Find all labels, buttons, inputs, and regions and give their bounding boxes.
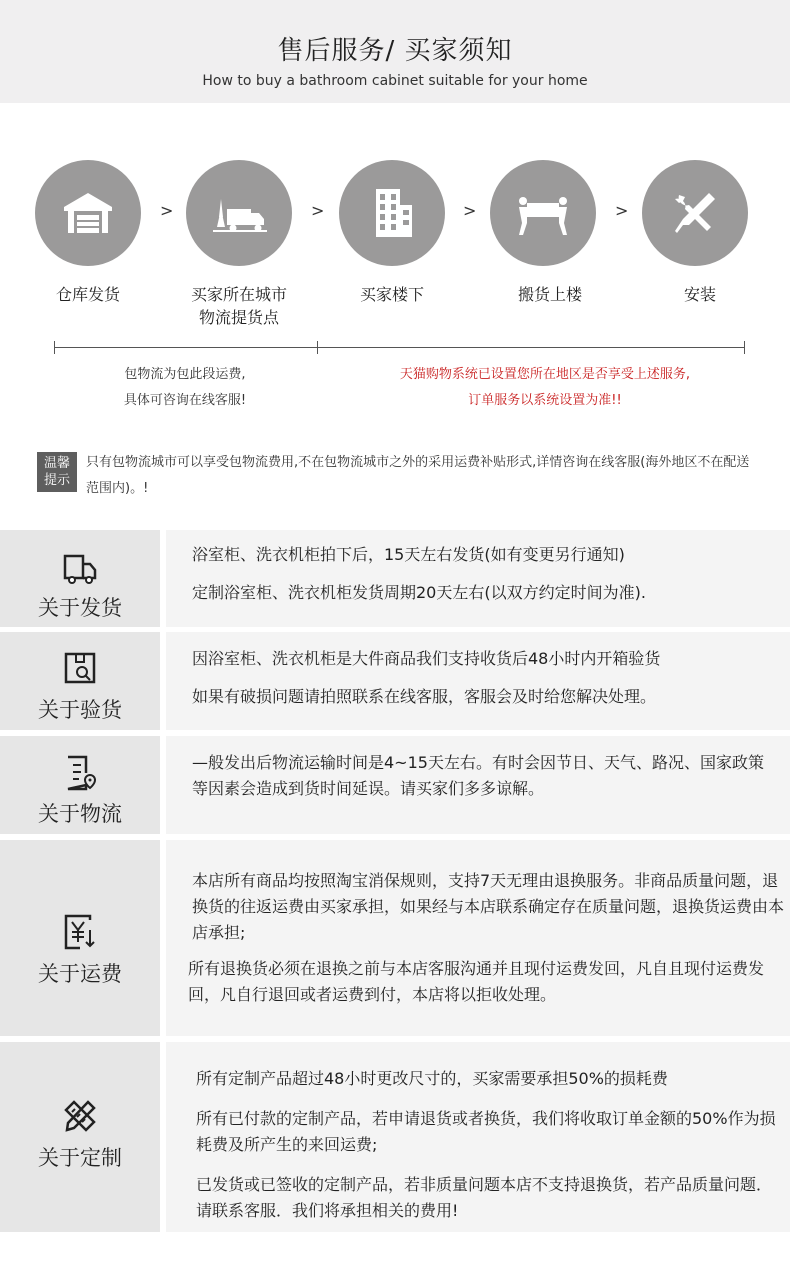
- section-title: 关于验货: [38, 698, 122, 722]
- step-label: 仓库发货: [55, 285, 120, 304]
- step-label: 搬货上楼: [517, 285, 582, 304]
- page-subtitle: How to buy a bathroom cabinet suitable for your home: [202, 73, 588, 89]
- section-body: [166, 1042, 790, 1232]
- truck-icon: [60, 548, 100, 588]
- step-warehouse: [35, 160, 141, 266]
- movers-carrying-icon: [513, 183, 573, 243]
- section-paragraph: 所有已付款的定制产品，若申请退货或者换货，我们将收取订单金额的50%作为损耗费及所产生的来回运费;: [196, 1109, 776, 1154]
- tools-icon: [665, 183, 725, 243]
- page-title: 售后服务/ 买家须知: [277, 36, 513, 66]
- step-label: 安装: [683, 285, 716, 304]
- section-body: [166, 632, 790, 730]
- timeline-tick: [744, 341, 745, 354]
- section-paragraph: 已发货或已签收的定制产品，若非质量问题本店不支持退换货，若产品质量问题．请联系客服．我们将承担相关的费用!: [196, 1175, 773, 1220]
- timeline-tick: [54, 341, 55, 354]
- step-install: [642, 160, 748, 266]
- yuan-refund-icon: [60, 912, 100, 952]
- section-paragraph: 所有定制产品超过48小时更改尺寸的，买家需要承担50%的损耗费: [196, 1069, 668, 1088]
- section-paragraph: 本店所有商品均按照淘宝消保规则，支持7天无理由退换服务。非商品质量问题，退换货的往返运费由买家承担，如果经与本店联系确定存在质量问题，退换货运费由本店承担;: [192, 871, 785, 942]
- logistics-document-icon: [60, 753, 100, 793]
- page-header: [0, 0, 790, 103]
- section-title: 关于运费: [38, 962, 122, 986]
- step-label: 买家所在城市 物流提货点: [190, 285, 287, 327]
- section-title: 关于物流: [38, 802, 122, 826]
- section-label-box: [0, 632, 160, 730]
- ruler-pencil-icon: [60, 1096, 100, 1136]
- building-icon: [362, 183, 422, 243]
- section-paragraph: 因浴室柜、洗衣机柜是大件商品我们支持收货后48小时内开箱验货: [192, 649, 661, 668]
- step-label: 买家楼下: [359, 285, 424, 304]
- section-label-box: [0, 736, 160, 834]
- step-arrow: >: [615, 201, 629, 220]
- timeline-line: [54, 347, 745, 348]
- section-paragraph: 定制浴室柜、洗衣机柜发货周期20天左右(以双方约定时间为准).: [192, 583, 646, 602]
- shipping-note-right: 天猫购物系统已设置您所在地区是否享受上述服务, 订单服务以系统设置为准!!: [399, 367, 691, 408]
- section-label-box: [0, 840, 160, 1036]
- timeline-tick: [317, 341, 318, 354]
- section-body: [166, 530, 790, 627]
- section-label-box: [0, 1042, 160, 1232]
- section-paragraph: 所有退换货必须在退换之前与本店客服沟通并且现付运费发回，凡自且现付运费发回，凡自行退回或者运费到付，本店将以拒收处理。: [188, 959, 765, 1004]
- step-city-pickup: [186, 160, 292, 266]
- section-body: [166, 840, 790, 1036]
- section-body: [166, 736, 790, 834]
- step-arrow: >: [160, 201, 174, 220]
- section-title: 关于发货: [38, 596, 122, 620]
- step-carry-upstairs: [490, 160, 596, 266]
- tip-badge: 温馨 提示: [37, 452, 77, 492]
- section-paragraph: 浴室柜、洗衣机柜拍下后，15天左右发货(如有变更另行通知): [192, 545, 625, 564]
- shipping-note-left: 包物流为包此段运费, 具体可咨询在线客服!: [123, 367, 247, 408]
- step-downstairs: [339, 160, 445, 266]
- inspection-box-icon: [60, 648, 100, 688]
- section-paragraph: —般发出后物流运输时间是4~15天左右。有时会因节日、天气、路况、国家政策等因素会造成到货时间延误。请买家们多多谅解。: [192, 753, 764, 798]
- delivery-truck-icon: [209, 183, 269, 243]
- section-label-box: [0, 530, 160, 627]
- step-arrow: >: [311, 201, 325, 220]
- warehouse-icon: [58, 183, 118, 243]
- tip-text: 只有包物流城市可以享受包物流费用,不在包物流城市之外的采用运费补贴形式,详情咨询在线客服(海外地区不在配送范围内)。!: [86, 455, 750, 496]
- section-title: 关于定制: [38, 1146, 122, 1170]
- step-arrow: >: [463, 201, 477, 220]
- section-paragraph: 如果有破损问题请拍照联系在线客服，客服会及时给您解决处理。: [192, 687, 657, 706]
